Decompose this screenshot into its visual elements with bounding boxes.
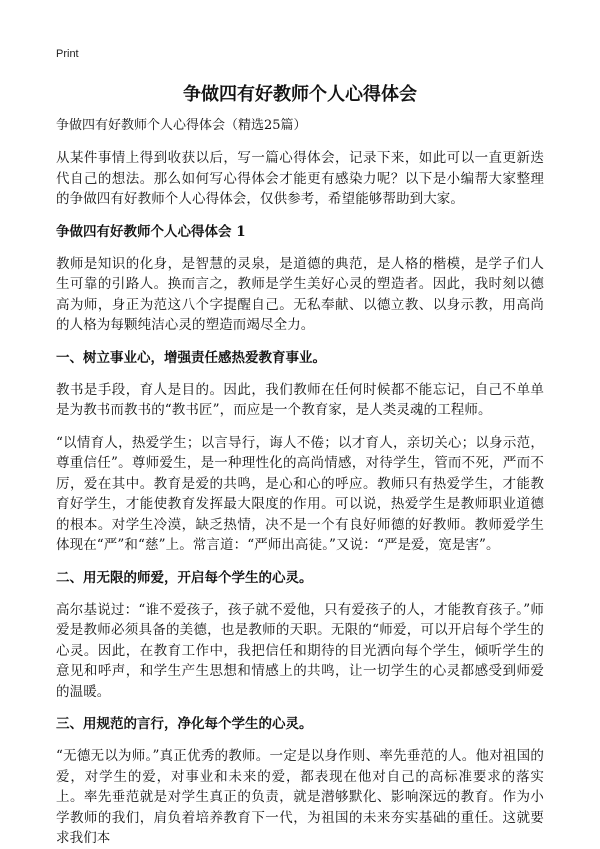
heading-3: 三、用规范的言行，净化每个学生的心灵。 xyxy=(56,716,313,732)
article-body xyxy=(56,116,544,849)
paragraph-2: 教书是手段，育人是目的。因此，我们教师在任何时候都不能忘记，自己不单单是为教书而教书的“教书匠”，而应是一个教育家，是人类灵魂的工程师。 xyxy=(56,381,544,418)
print-link[interactable]: Print xyxy=(56,48,79,60)
paragraph-4: 高尔基说过：“谁不爱孩子，孩子就不爱他，只有爱孩子的人，才能教育孩子。”师爱是教师必须具备的美德，也是教师的天职。无限的“师爱，可以开启每个学生的心灵。因此，在教育工作中，我把信任和期待的目光洒向每个学生，倾听学生的意见和呼声，和学生产生思想和情感上的共鸣，让一切学生的心灵都感受到师爱的温暖。 xyxy=(56,601,544,700)
intro-paragraph: 从某件事情上得到收获以后，写一篇心得体会，记录下来，如此可以一直更新迭代自己的想法。那么如何写心得体会才能更有感染力呢？以下是小编帮大家整理的争做四有好教师个人心得体会，仅供参考，希望能够帮助到大家。 xyxy=(56,150,544,207)
paragraph-1: 教师是知识的化身，是智慧的灵泉，是道德的典范，是人格的楷模，是学子们人生可靠的引路人。换而言之，教师是学生美好心灵的塑造者。因此，我时刻以德高为师，身正为范这八个字提醒自己。无私奉献、以德立教、以身示教，用高尚的人格为每颗纯洁心灵的塑造而竭尽全力。 xyxy=(56,255,544,333)
heading-1: 一、树立事业心，增强责任感热爱教育事业。 xyxy=(56,349,326,366)
paragraph-5: “无德无以为师。”真正优秀的教师。一定是以身作则、率先垂范的人。他对祖国的爱，对学生的爱，对事业和未来的爱，都表现在他对自己的高标准要求的落实上。率先垂范就是对学生真正的负责，就是潜够默化、影响深远的教育。作为小学教师的我们，肩负着培养教育下一代，为祖国的未来夯实基础的重任。这就要求我们本 xyxy=(56,748,544,846)
paragraph-3: “以情育人，热爱学生；以言导行，诲人不倦；以才育人，亲切关心；以身示范，尊重信任”。尊师爱生，是一种理性化的高尚情感，对待学生，管而不死，严而不厉，爱在其中。教育是爱的共鸣，是心和心的呼应。教师只有热爱学生，才能教育好学生，才能使教育发挥最大限度的作用。可以说，热爱学生是教师职业道德的根本。对学生冷漠，缺乏热情，决不是一个有良好师德的好教师。教师爱学生体现在“严”和“慈”上。常言道：“严师出高徒。”又说：“严是爱，宽是害”。 xyxy=(56,434,544,553)
section-title: 争做四有好教师个人心得体会 1 xyxy=(56,223,246,240)
heading-2: 二、用无限的师爱，开启每个学生的心灵。 xyxy=(56,569,313,586)
page-title: 争做四有好教师个人心得体会 xyxy=(183,84,417,105)
article-subtitle: 争做四有好教师个人心得体会（精选25篇） xyxy=(56,118,307,133)
